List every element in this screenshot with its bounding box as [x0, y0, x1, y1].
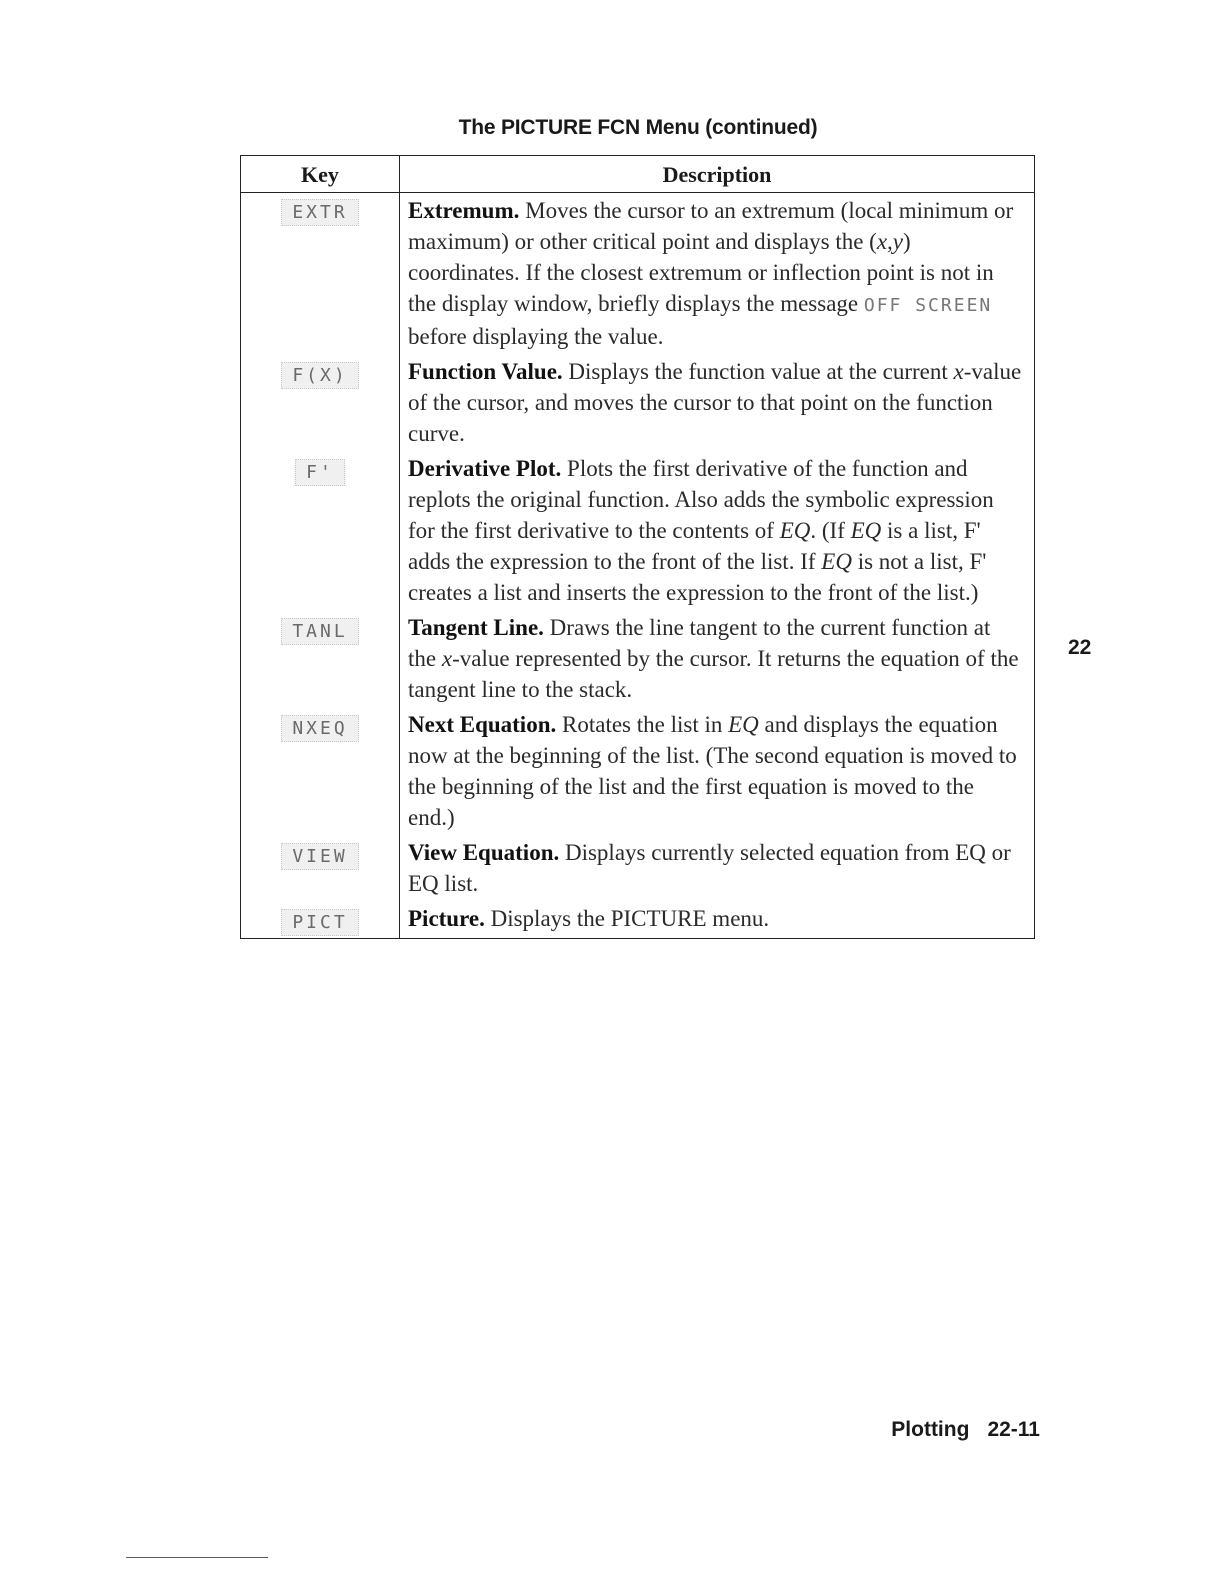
- table-row: [241, 612, 1035, 709]
- description-next-equation: Next Equation. Rotates the list in EQ and displays the equation now at the beginning of the list. (The second equation is moved to the beginning of the list and the first equation is moved to the end.): [408, 712, 1017, 830]
- header-description: Description: [400, 156, 1035, 193]
- table-row: [241, 709, 1035, 837]
- menu-key-extr: EXTR: [281, 199, 358, 226]
- table-title: The PICTURE FCN Menu (continued): [458, 116, 818, 139]
- bottom-rule-divider: [126, 1557, 268, 1558]
- menu-key-nxeq: NXEQ: [281, 715, 358, 742]
- footer-page-number: 22-11: [987, 1418, 1040, 1441]
- footer-section-title: Plotting: [891, 1418, 970, 1441]
- description-picture: Picture. Displays the PICTURE menu.: [408, 906, 770, 931]
- chapter-tab-marker: 22: [1068, 636, 1092, 659]
- picture-fcn-menu-table: [240, 155, 1035, 939]
- lcd-message: OFF SCREEN: [863, 295, 993, 316]
- table-row: [241, 193, 1035, 357]
- header-key: Key: [241, 156, 400, 193]
- description-view-equation: View Equation. Displays currently selected equation from EQ or EQ list.: [408, 840, 1011, 896]
- description-derivative-plot: Derivative Plot. Plots the first derivative of the function and replots the original function. Also adds the symbolic expression for the first derivative to the contents of EQ. (If EQ is a list, F' adds the expression to the front of the list. If EQ is not a list, F' creates a list and inserts the expression to the front of the list.): [408, 456, 994, 605]
- menu-key-view: VIEW: [281, 843, 358, 870]
- menu-key-fx: F(X): [281, 362, 358, 389]
- description-tangent-line: Tangent Line. Draws the line tangent to the current function at the x-value represented by the cursor. It returns the equation of the tangent line to the stack.: [408, 615, 1019, 702]
- description-function-value: Function Value. Displays the function value at the current x-value of the cursor, and moves the cursor to that point on the function curve.: [408, 359, 1022, 446]
- menu-key-fprime: F': [295, 459, 345, 486]
- table-row: [241, 903, 1035, 939]
- table-row: [241, 453, 1035, 612]
- page-footer: [891, 1418, 1040, 1442]
- description-extremum: Extremum. Moves the cursor to an extremum (local minimum or maximum) or other critical point and displays the (x,y) coordinates. If the closest extremum or inflection point is not in the display window, briefly displays the message OFF SCREEN before displaying the value.: [408, 198, 1014, 349]
- menu-key-tanl: TANL: [281, 618, 358, 645]
- table-row: [241, 356, 1035, 453]
- table-header-row: [241, 156, 1035, 193]
- table-row: [241, 837, 1035, 903]
- menu-key-pict: PICT: [281, 909, 358, 936]
